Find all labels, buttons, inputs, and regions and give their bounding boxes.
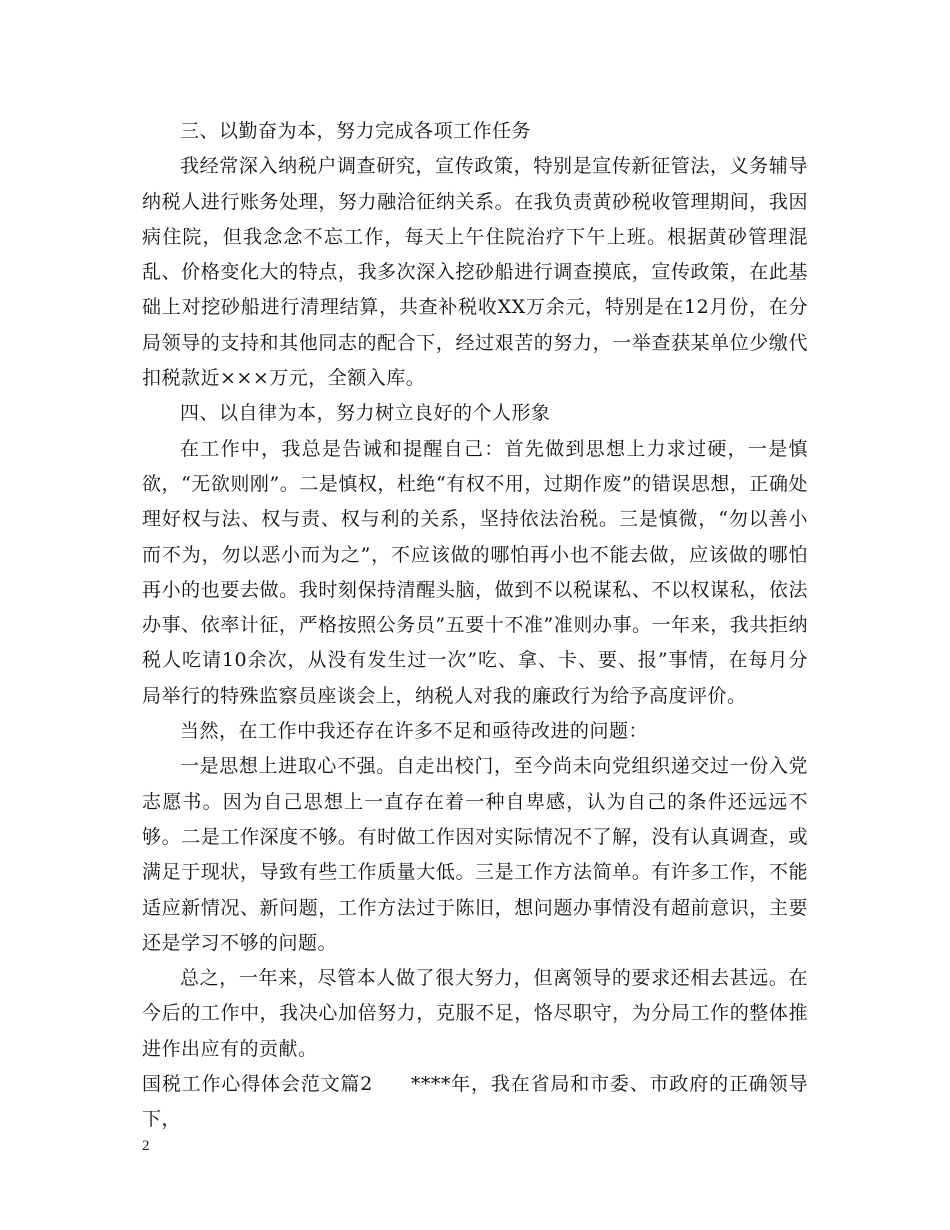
body-paragraph: 一是思想上进取心不强。自走出校门，至今尚未向党组织递交过一份入党志愿书。因为自己思想上一直存在着一种自卑感，认为自己的条件还远远不够。二是工作深度不够。有时做工作因对实际情况不了解，没有认真调查，或满足于现状，导致有些工作质量大低。三是工作方法简单。有许多工作，不能适应新情况、新问题，工作方法过于陈旧，想问题办事情没有超前意识，主要还是学习不够的问题。 — [142, 755, 808, 954]
section-heading-4: 四、以自律为本，努力树立良好的个人形象 — [180, 402, 551, 425]
body-paragraph: 当然，在工作中我还存在许多不足和亟待改进的问题： — [180, 720, 649, 743]
next-article-line — [142, 1067, 808, 1138]
next-article-title: 国税工作心得体会范文篇2 — [142, 1073, 373, 1096]
body-paragraph: 总之，一年来，尽管本人做了很大努力，但离领导的要求还相去甚远。在今后的工作中，我决心加倍努力，克服不足，恪尽职守，为分局工作的整体推进作出应有的贡献。 — [142, 967, 808, 1060]
body-paragraph: 我经常深入纳税户调查研究，宣传政策，特别是宣传新征管法，义务辅导纳税人进行账务处理，努力融洽征纳关系。在我负责黄砂税收管理期间，我因病住院，但我念念不忘工作，每天上午住院治疗下午上班。根据黄砂管理混乱、价格变化大的特点，我多次深入挖砂船进行调查摸底，宣传政策，在此基础上对挖砂船进行清理结算，共查补税收XX万余元，特别是在12月份，在分局领导的支持和其他同志的配合下，经过艰苦的努力，一举查获某单位少缴代扣税款近×××万元，全额入库。 — [142, 155, 808, 390]
section-heading-3: 三、以勤奋为本，努力完成各项工作任务 — [180, 120, 532, 142]
next-article-opening: ****年，我在省局和市委、市政府的正确领导下， — [142, 1073, 808, 1131]
body-paragraph: 在工作中，我总是告诫和提醒自己：首先做到思想上力求过硬，一是慎欲，“无欲则刚”。二是慎权，杜绝“有权不用，过期作废”的错误思想，正确处理好权与法、权与责、权与利的关系，坚持依法治税。三是慎微，“勿以善小而不为，勿以恶小而为之”，不应该做的哪怕再小也不能去做，应该做的哪怕再小的也要去做。我时刻保持清醒头脑，做到不以税谋私、不以权谋私，依法办事、依率计征，严格按照公务员”五要十不准”准则办事。一年来，我共拒纳税人吃请10余次，从没有发生过一次”吃、拿、卡、要、报”事情，在每月分局举行的特殊监察员座谈会上，纳税人对我的廉政行为给予高度评价。 — [142, 437, 808, 707]
page-number: 2 — [142, 1138, 150, 1154]
document-body — [142, 114, 808, 1138]
